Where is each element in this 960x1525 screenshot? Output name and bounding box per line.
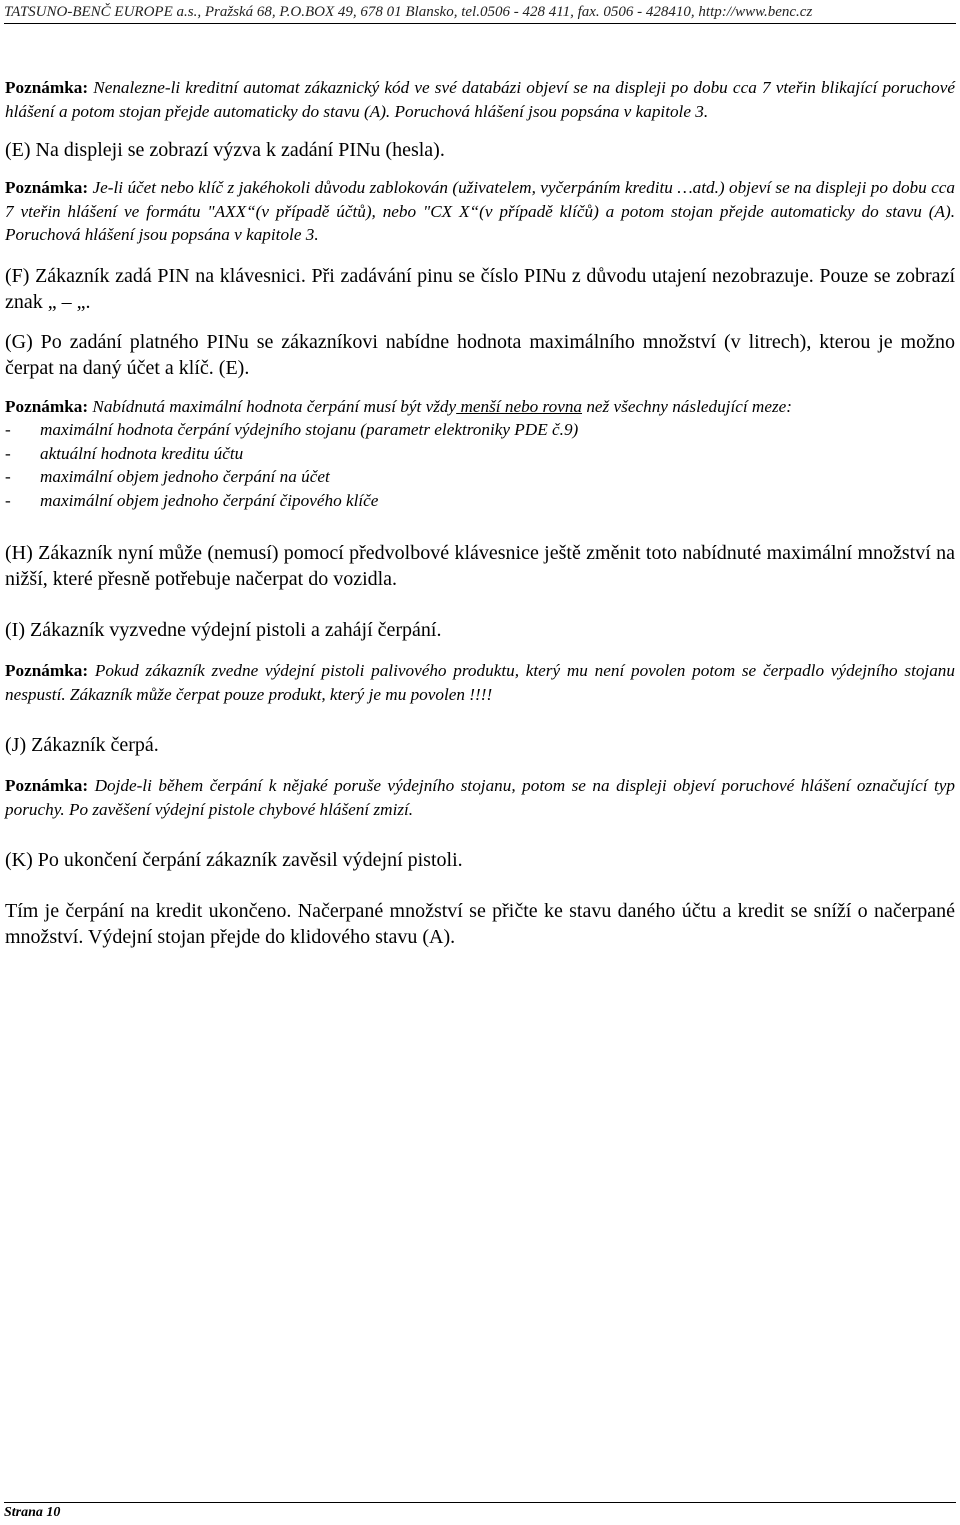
limit-text: aktuální hodnota kreditu účtu xyxy=(40,443,244,463)
note-label: Poznámka: xyxy=(5,178,89,197)
list-dash: - xyxy=(5,467,11,486)
note-unpermitted-product xyxy=(5,659,955,706)
note-limits-intro xyxy=(5,395,955,419)
page-footer: Strana 10 xyxy=(4,1502,956,1521)
step-g: (G) Po zadání platného PINu se zákazníkovi nabídne hodnota maximálního množství (v litrech), kterou je možno čerpat na daný účet a klíč. (E). xyxy=(5,330,955,379)
note-text: Nabídnutá maximální hodnota čerpání musí být vždy xyxy=(92,396,457,416)
list-dash: - xyxy=(5,443,11,463)
list-dash: - xyxy=(5,420,11,439)
limit-text: maximální objem jednoho čerpání na účet xyxy=(40,467,330,486)
note-underlined-text: menší nebo rovna xyxy=(456,396,583,416)
page-content xyxy=(5,76,955,950)
note-text: Nenalezne-li kreditní automat zákaznický kód ve své databázi objeví se na displeji po dobu cca 7 vteřin blikající poruchové hlášení a potom stojan přejde automaticky do stavu (A). Poruchová hlášení jsou popsána v kapitole 3. xyxy=(5,78,955,121)
note-unknown-customer-code xyxy=(5,76,955,123)
step-k: (K) Po ukončení čerpání zákazník zavěsil výdejní pistoli. xyxy=(5,849,463,871)
note-text: Je-li účet nebo klíč z jakéhokoli důvodu zablokován (uživatelem, vyčerpáním kreditu …atd.) objeví se na displeji po dobu cca 7 vteřin hlášení ve formátu "AXX“(v případě účtů), nebo "CX X“(v případě klíčů) a potom stojan přejde automaticky do stavu (A). Poruchová hlášení jsou popsána v kapitole 3. xyxy=(5,178,956,244)
note-label: Poznámka: xyxy=(5,396,89,416)
limit-item xyxy=(5,442,955,466)
note-text: Dojde-li během čerpání k nějaké poruše výdejního stojanu, potom se na displeji objeví poruchové hlášení označující typ poruchy. Po zavěšení výdejní pistole chybové hlášení zmizí. xyxy=(5,776,955,819)
note-max-value xyxy=(5,395,955,513)
note-text: než všechny následující meze: xyxy=(582,396,793,416)
limit-item xyxy=(5,418,955,442)
closing-paragraph: Tím je čerpání na kredit ukončeno. Načerpané množství se přičte ke stavu daného účtu a kredit se sníží o načerpané množství. Výdejní stojan přejde do klidového stavu (A). xyxy=(5,900,955,948)
step-e: (E) Na displeji se zobrazí výzva k zadání PINu (hesla). xyxy=(5,139,445,161)
page-header: TATSUNO-BENČ EUROPE a.s., Pražská 68, P.O.BOX 49, 678 01 Blansko, tel.0506 - 428 411, fax. 0506 - 428410, http://www.benc.cz xyxy=(4,4,956,24)
limit-item xyxy=(5,489,955,513)
note-label: Poznámka: xyxy=(5,78,89,97)
note-label: Poznámka: xyxy=(5,661,89,680)
list-dash: - xyxy=(5,490,11,510)
limit-text: maximální hodnota čerpání výdejního stojanu (parametr elektroniky PDE č.9) xyxy=(40,420,579,439)
step-i: (I) Zákazník vyzvedne výdejní pistoli a zahájí čerpání. xyxy=(5,619,442,641)
limit-item xyxy=(5,465,955,489)
note-text: Pokud zákazník zvedne výdejní pistoli palivového produktu, který mu není povolen potom se čerpadlo výdejního stojanu nespustí. Zákazník může čerpat pouze produkt, který je mu povolen !!!! xyxy=(5,661,955,704)
step-h: (H) Zákazník nyní může (nemusí) pomocí předvolbové klávesnice ještě změnit toto nabídnuté maximální množství na nižší, které přesně potřebuje načerpat do vozidla. xyxy=(5,542,955,590)
limit-text: maximální objem jednoho čerpání čipového klíče xyxy=(40,490,379,510)
note-blocked-account xyxy=(5,176,955,247)
note-dispenser-fault xyxy=(5,774,955,821)
note-label: Poznámka: xyxy=(5,776,89,795)
step-j: (J) Zákazník čerpá. xyxy=(5,734,159,756)
step-f: (F) Zákazník zadá PIN na klávesnici. Při zadávání pinu se číslo PINu z důvodu utajení nezobrazuje. Pouze se zobrazí znak „ – „. xyxy=(5,264,955,313)
